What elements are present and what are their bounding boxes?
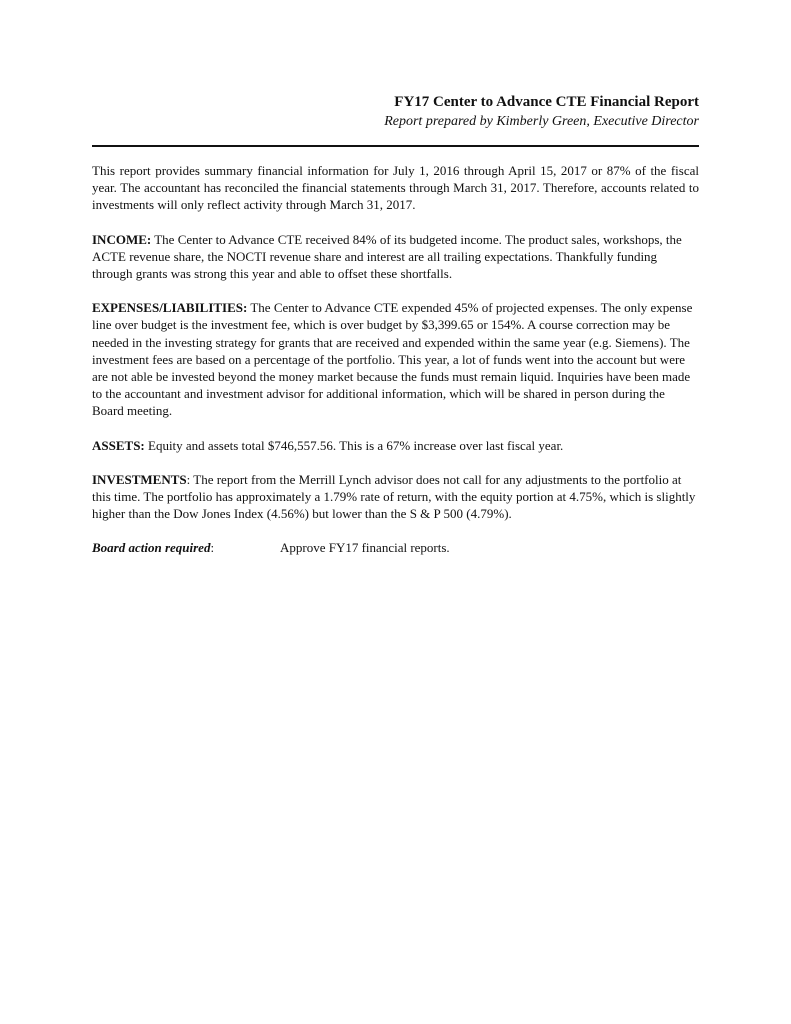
header-divider: [92, 145, 699, 147]
report-body: [92, 162, 699, 557]
board-action-row: [92, 539, 699, 556]
board-action-label-text: Board action required: [92, 540, 211, 556]
expenses-text: The Center to Advance CTE expended 45% of projected expenses. The only expense line over budget is the investment fee, which is over budget by $3,399.65 or 154%. A course correction may be needed in the investing strategy for grants that are received and expended within the same year (e.g. Siemens). The investment fees are based on a percentage of the portfolio. This year, a lot of funds went into the account but were are not able be invested beyond the money market because the funds must remain liquid. Inquiries have been made to the accountant and investment advisor for additional information, which will be shared in person during the Board meeting.: [92, 300, 693, 419]
expenses-paragraph: [92, 299, 699, 419]
income-label: INCOME:: [92, 231, 152, 247]
investments-paragraph: [92, 471, 699, 523]
income-paragraph: [92, 231, 699, 283]
assets-paragraph: [92, 437, 699, 454]
investments-label: INVESTMENTS: [92, 471, 187, 487]
report-subtitle: Report prepared by Kimberly Green, Executive Director: [384, 114, 699, 129]
assets-label: ASSETS:: [92, 437, 145, 453]
assets-text: Equity and assets total $746,557.56. This is a 67% increase over last fiscal year.: [144, 437, 564, 453]
summary-paragraph: This report provides summary financial information for July 1, 2016 through April 15, 2017 or 87% of the fiscal year. The accountant has reconciled the financial statements through March 31, 2017. Therefore, accounts related to investments will only reflect activity through March 31, 2017.: [92, 163, 699, 213]
board-action-label: [92, 539, 280, 556]
expenses-label: EXPENSES/LIABILITIES:: [92, 300, 248, 316]
report-title: FY17 Center to Advance CTE Financial Report: [394, 94, 699, 110]
report-header: [384, 92, 699, 132]
board-action-value: Approve FY17 financial reports.: [280, 540, 450, 556]
investments-text: : The report from the Merrill Lynch advisor does not call for any adjustments to the portfolio at this time. The portfolio has approximately a 1.79% rate of return, with the equity portion at 4.75%, which is slightly higher than the Dow Jones Index (4.56%) but lower than the S & P 500 (4.79%).: [92, 471, 696, 522]
board-action-colon: :: [210, 540, 215, 556]
income-text: The Center to Advance CTE received 84% of its budgeted income. The product sales, workshops, the ACTE revenue share, the NOCTI revenue share and interest are all trailing expectations. Thankfully funding through grants was strong this year and able to offset these shortfalls.: [92, 231, 682, 282]
